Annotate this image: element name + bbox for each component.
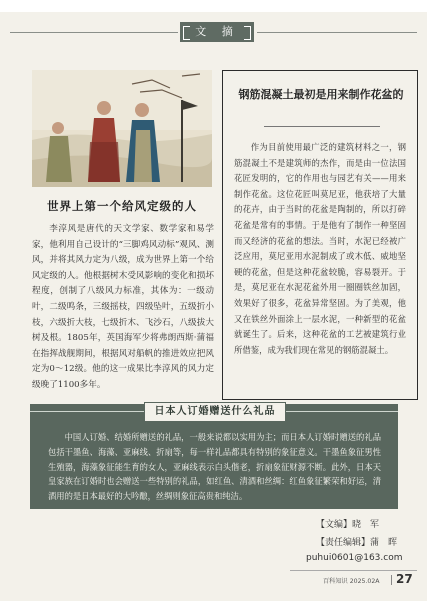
credit-responsible-editor: [316, 535, 397, 548]
top-margin: [0, 0, 427, 12]
bottom-article-title: 日本人订婚赠送什么礼品: [144, 402, 286, 422]
illustration-scholars-wind-observation: [32, 70, 212, 187]
right-title-underline: [264, 126, 380, 127]
credit-editor-name: 晓 军: [352, 520, 380, 530]
footer-magazine-issue: 百科知识 2025.02A: [323, 578, 380, 585]
footer-rule: [290, 570, 417, 571]
credit-editor: [316, 517, 379, 530]
left-article-title: 世界上第一个给风定级的人: [47, 199, 197, 213]
section-rule-left: [10, 32, 178, 33]
right-article-body: 作为目前使用最广泛的建筑材料之一，钢筋混凝土不是建筑师的杰作，而是由一位法国花匠发明的，它的作用也与园艺有关——用来制作花盆。这位花匠叫莫尼亚，他获培了大量的花卉，由于当时的花盆是陶制的，所以打碎花盆是常有的事情。于是他有了制作一种坚固而又经济的花盆的想法。当时，水泥已经被广泛应用，莫尼亚用水泥制成了或木低、威地坚硬的花盆，但是这种花盆较脆，容易裂开。于是，莫尼亚在水泥花盆外用一圈圈铁丝加固，效果好了很多，花盆异常坚固。为了美观，他又在铁丝外面涂上一层水泥，一种新型的花盆就诞生了。后来，这种花盆的工艺被建筑行业所借鉴，成为我们现在常见的钢筋混凝土。: [234, 142, 406, 355]
editor-email: puhui0601@163.com: [306, 553, 403, 563]
page-number: 27: [396, 572, 413, 586]
left-article-body: 李淳风是唐代的天文学家、数学家和易学家，他利用自己设计的“三脚鸡风动标”观风、测风，并将其风力定为八级，成为世界上第一个给风定级的人。他根据树木受风影响的变化和损坏程度，创制了八级风力标准，其体为：一级动叶，二级鸣条，三级摇枝，四级坠叶，五级折小枝，六级折大枝，七级折木、飞沙石，八级拔大树及根。1805年，英国海军少将弗朗西斯·蒲福在指挥战舰期间，根据风对船帆的推进效应把风定为0～12级。他的这一成果比李淳风的风力定级晚了1100多年。: [32, 224, 214, 390]
article-illustration: [32, 70, 212, 187]
footer-separator: [391, 575, 392, 585]
bottom-article-body: 中国人订婚、结婚所赠送的礼品，一般来说都以实用为主；而日本人订婚时赠送的礼品包括干墨鱼、海藻、亚麻线、折扇等，每一样礼品都具有特别的象征意义。干墨鱼象征男性生殖器，海藻象征能生育的女人，亚麻线表示白头偕老，折扇象征财源不断。此外，日本天皇家族在订婚时也会赠送一些特别的礼品，如红鱼、清酒和丝绸：红鱼象征繁荣和好运，清酒用的是日本最好的大吟酿，丝绸则象征高贵和纯洁。: [48, 432, 381, 502]
section-rule-right: [257, 32, 417, 33]
credit-responsible-label: 【责任编辑】: [316, 538, 371, 548]
right-article-title: 钢筋混凝土最初是用来制作花盆的: [238, 88, 404, 101]
section-tag: 文 摘: [180, 22, 254, 42]
credit-editor-label: 【文编】: [316, 520, 353, 530]
credit-responsible-name: 蒲 晖: [370, 538, 398, 548]
section-header: [0, 22, 427, 44]
